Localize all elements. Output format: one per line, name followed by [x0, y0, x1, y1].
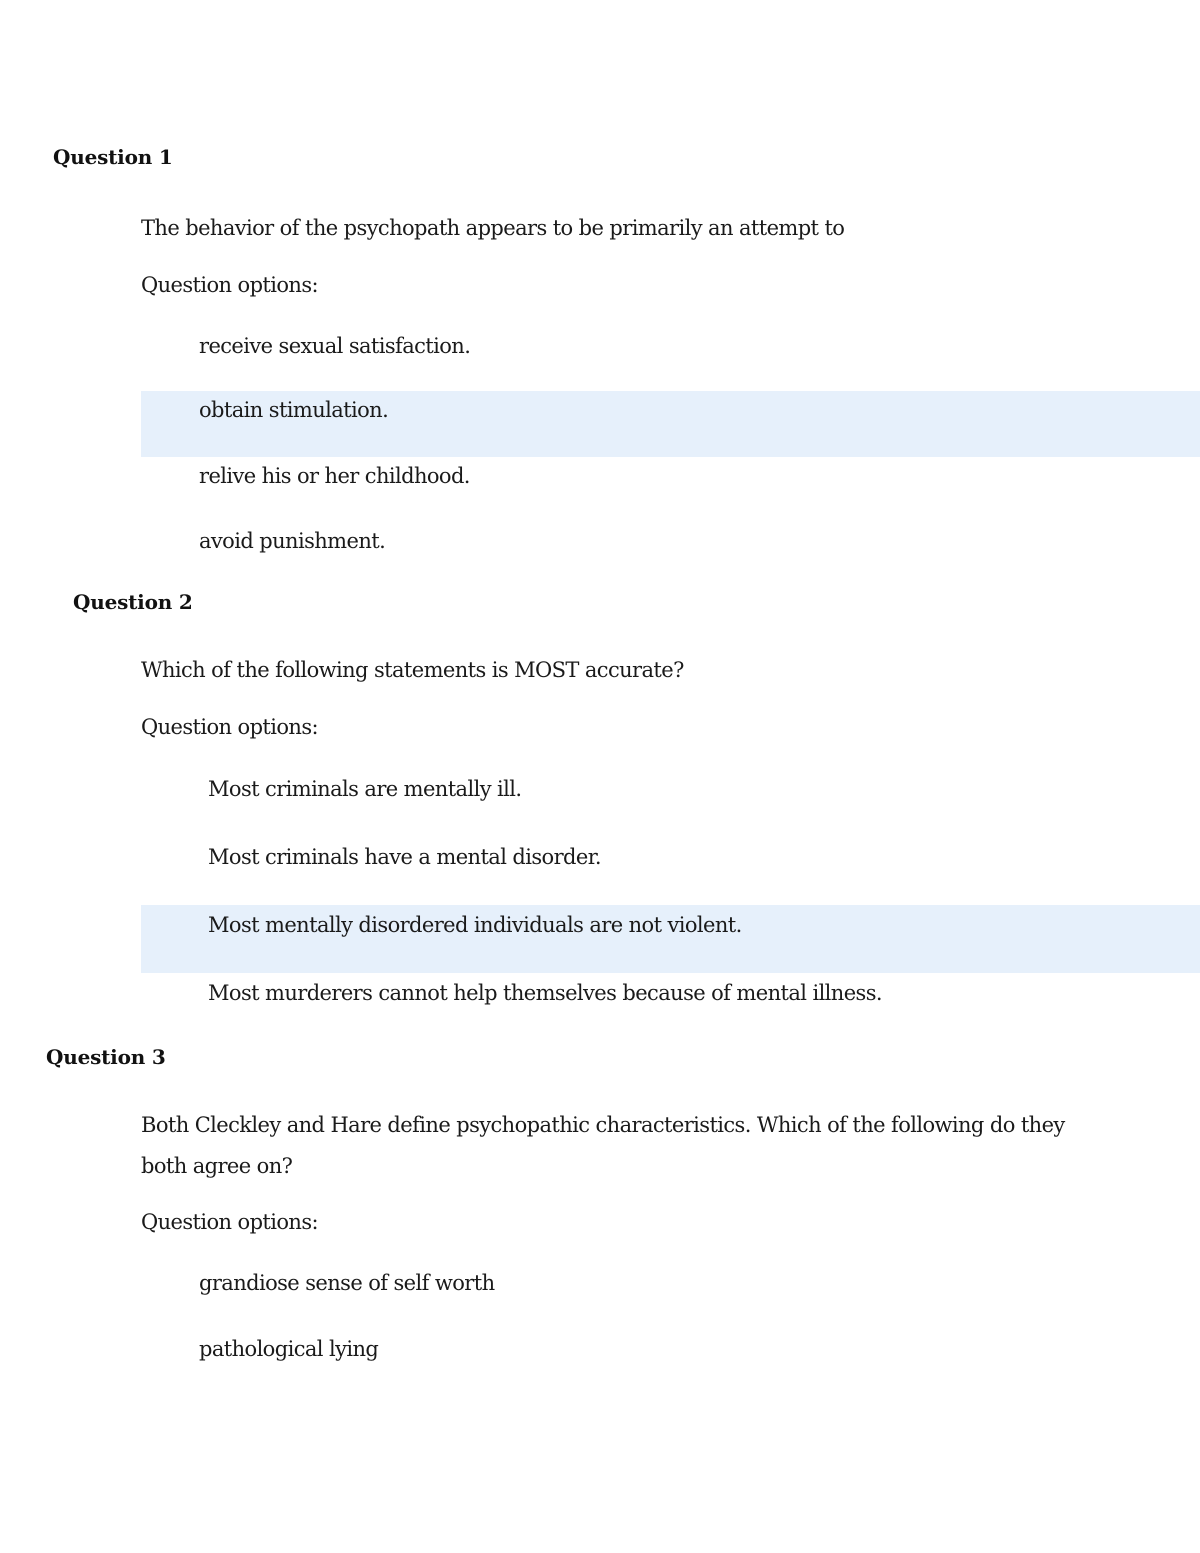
question-1-option-2[interactable]: obtain stimulation.: [199, 398, 389, 422]
question-3-option-2[interactable]: pathological lying: [199, 1337, 379, 1361]
question-1-title: Question 1: [53, 145, 173, 169]
question-3-title: Question 3: [46, 1045, 166, 1069]
question-2-option-3[interactable]: Most mentally disordered individuals are not violent.: [208, 913, 742, 937]
question-1-prompt: The behavior of the psychopath appears to be primarily an attempt to: [141, 216, 845, 240]
question-2-option-1[interactable]: Most criminals are mentally ill.: [208, 777, 522, 801]
question-1-option-3[interactable]: relive his or her childhood.: [199, 464, 470, 488]
question-1-option-4[interactable]: avoid punishment.: [199, 529, 386, 553]
question-2-options-label: Question options:: [141, 715, 319, 739]
question-3-options-label: Question options:: [141, 1210, 319, 1234]
question-3-option-1[interactable]: grandiose sense of self worth: [199, 1271, 495, 1295]
question-2-prompt: Which of the following statements is MOST accurate?: [141, 658, 684, 682]
question-2-option-2[interactable]: Most criminals have a mental disorder.: [208, 845, 601, 869]
question-3-prompt: Both Cleckley and Hare define psychopathic characteristics. Which of the following do they both agree on?: [141, 1113, 1065, 1178]
question-2-title: Question 2: [73, 590, 193, 614]
question-1-option-1[interactable]: receive sexual satisfaction.: [199, 334, 471, 358]
question-1-options-label: Question options:: [141, 273, 319, 297]
question-2-option-4[interactable]: Most murderers cannot help themselves because of mental illness.: [208, 981, 882, 1005]
